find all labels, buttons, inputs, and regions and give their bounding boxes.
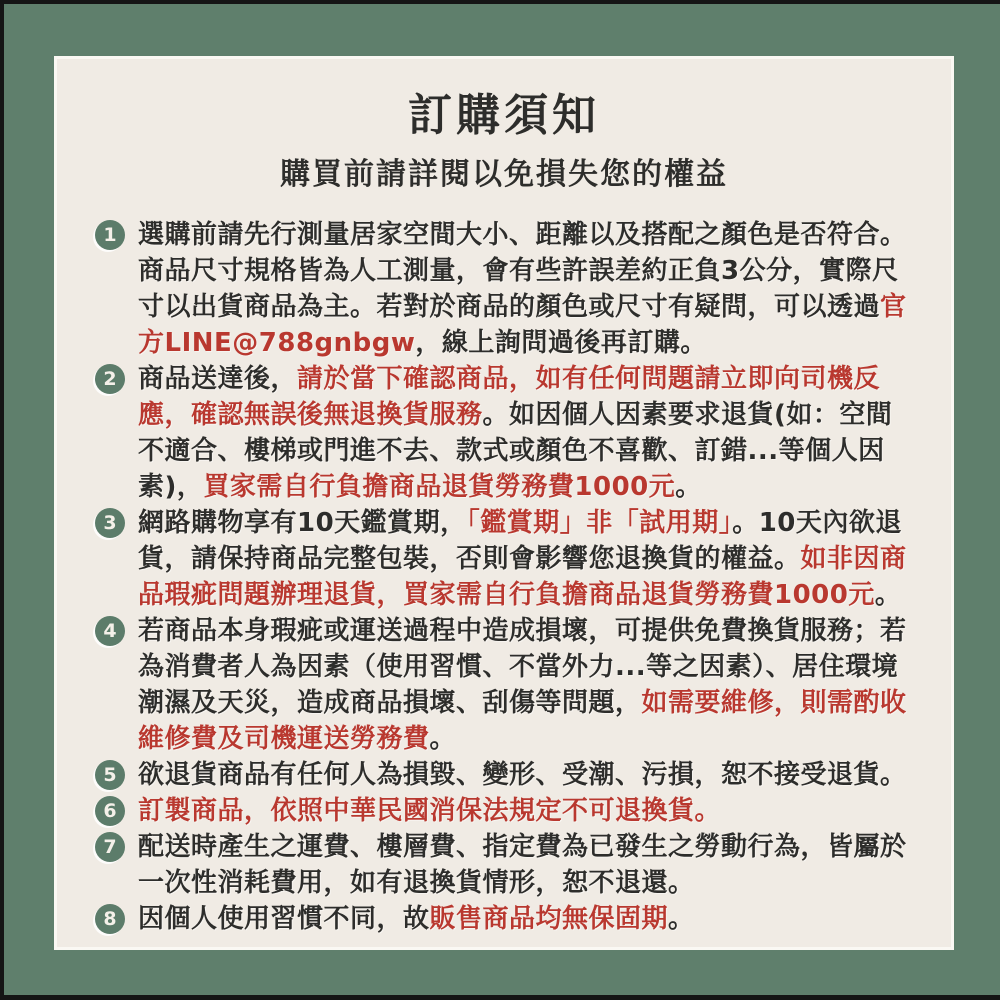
notice-item (95, 505, 915, 613)
notice-text-segment: 「鑑賞期」非「試用期」 (466, 508, 733, 538)
notice-item (95, 901, 915, 937)
notice-text-segment: 配送時產生之運費、樓層費、指定費為已發生之勞動行為，皆屬於一次性消耗費用，如有退換貨情形，恕不退還。 (138, 832, 907, 898)
notice-item (95, 793, 915, 829)
notice-text (138, 757, 907, 793)
notice-item (95, 757, 915, 793)
notice-text (138, 793, 721, 829)
notice-text-segment: 請於當下確認商品，如有任何問題請立即向司機反應，確認無誤後無退換貨服務 (138, 364, 881, 430)
notice-text-segment: 。 (675, 472, 702, 502)
notice-text (138, 829, 915, 901)
notice-number-badge: 3 (95, 508, 125, 538)
notice-text-segment: 欲退貨商品有任何人為損毀、變形、受潮、污損，恕不接受退貨。 (138, 760, 907, 790)
notice-number-badge: 2 (95, 364, 125, 394)
notice-item (95, 361, 915, 505)
notice-text (138, 217, 915, 361)
notice-text-segment: ，線上詢問過後再訂購。 (415, 328, 707, 358)
notice-text-segment: 販售商品均無保固期 (429, 904, 669, 934)
notice-text-segment: 網路購物享有10天鑑賞期， (138, 508, 467, 538)
notice-card (54, 56, 954, 950)
notice-number-badge: 4 (95, 616, 125, 646)
notice-text (138, 505, 915, 613)
notice-text (138, 613, 915, 757)
notice-text (138, 361, 915, 505)
notice-text-segment: 訂製商品，依照中華民國消保法規定不可退換貨。 (138, 796, 722, 826)
notice-number-badge: 6 (95, 796, 125, 826)
notice-text-segment: 如非因商品瑕疵問題辦理退貨，買家需自行負擔商品退貨勞務費1000元 (138, 544, 907, 610)
notice-text-segment: 。 (429, 724, 457, 754)
notice-text-segment: 因個人使用習慣不同，故 (138, 904, 430, 934)
page-title: 訂購須知 (408, 90, 600, 141)
notice-text-segment: 官方LINE@788gnbgw (138, 292, 907, 358)
notice-text-segment: 。 (668, 904, 695, 934)
notice-number-badge: 5 (95, 760, 125, 790)
notice-text-segment: 如需要維修，則需酌收維修費及司機運送勞務費 (138, 688, 907, 754)
notice-text-segment: 若商品本身瑕疵或運送過程中造成損壞，可提供免費換貨服務；若為消費者人為因素（使用習慣、不當外力...等之因素）、居住環境潮濕及天災，造成商品損壞、刮傷等問題， (138, 616, 907, 718)
notice-text (138, 901, 695, 937)
notice-list (95, 217, 915, 937)
page-subtitle: 購買前請詳閱以免損失您的權益 (280, 157, 728, 192)
notice-text-segment: 。10天內欲退貨，請保持商品完整包裝，否則會影響您退換貨的權益。 (138, 508, 902, 574)
notice-text-segment: 選購前請先行測量居家空間大小、距離以及搭配之顏色是否符合。商品尺寸規格皆為人工測量，會有些許誤差約正負3公分，實際尺寸以出貨商品為主。若對於商品的顏色或尺寸有疑問，可以透過 (138, 220, 907, 322)
notice-item (95, 613, 915, 757)
notice-number-badge: 7 (95, 832, 125, 862)
notice-text-segment: 商品送達後， (138, 364, 298, 394)
notice-number-badge: 8 (95, 904, 125, 934)
notice-number-badge: 1 (95, 220, 125, 250)
notice-text-segment: 買家需自行負擔商品退貨勞務費1000元 (203, 472, 676, 502)
notice-text-segment: 。 (874, 580, 902, 610)
notice-item (95, 217, 915, 361)
notice-text-segment: 。如因個人因素要求退貨(如：空間不適合、樓梯或門進不去、款式或顏色不喜歡、訂錯...等個人因素)， (138, 400, 893, 502)
notice-item (95, 829, 915, 901)
